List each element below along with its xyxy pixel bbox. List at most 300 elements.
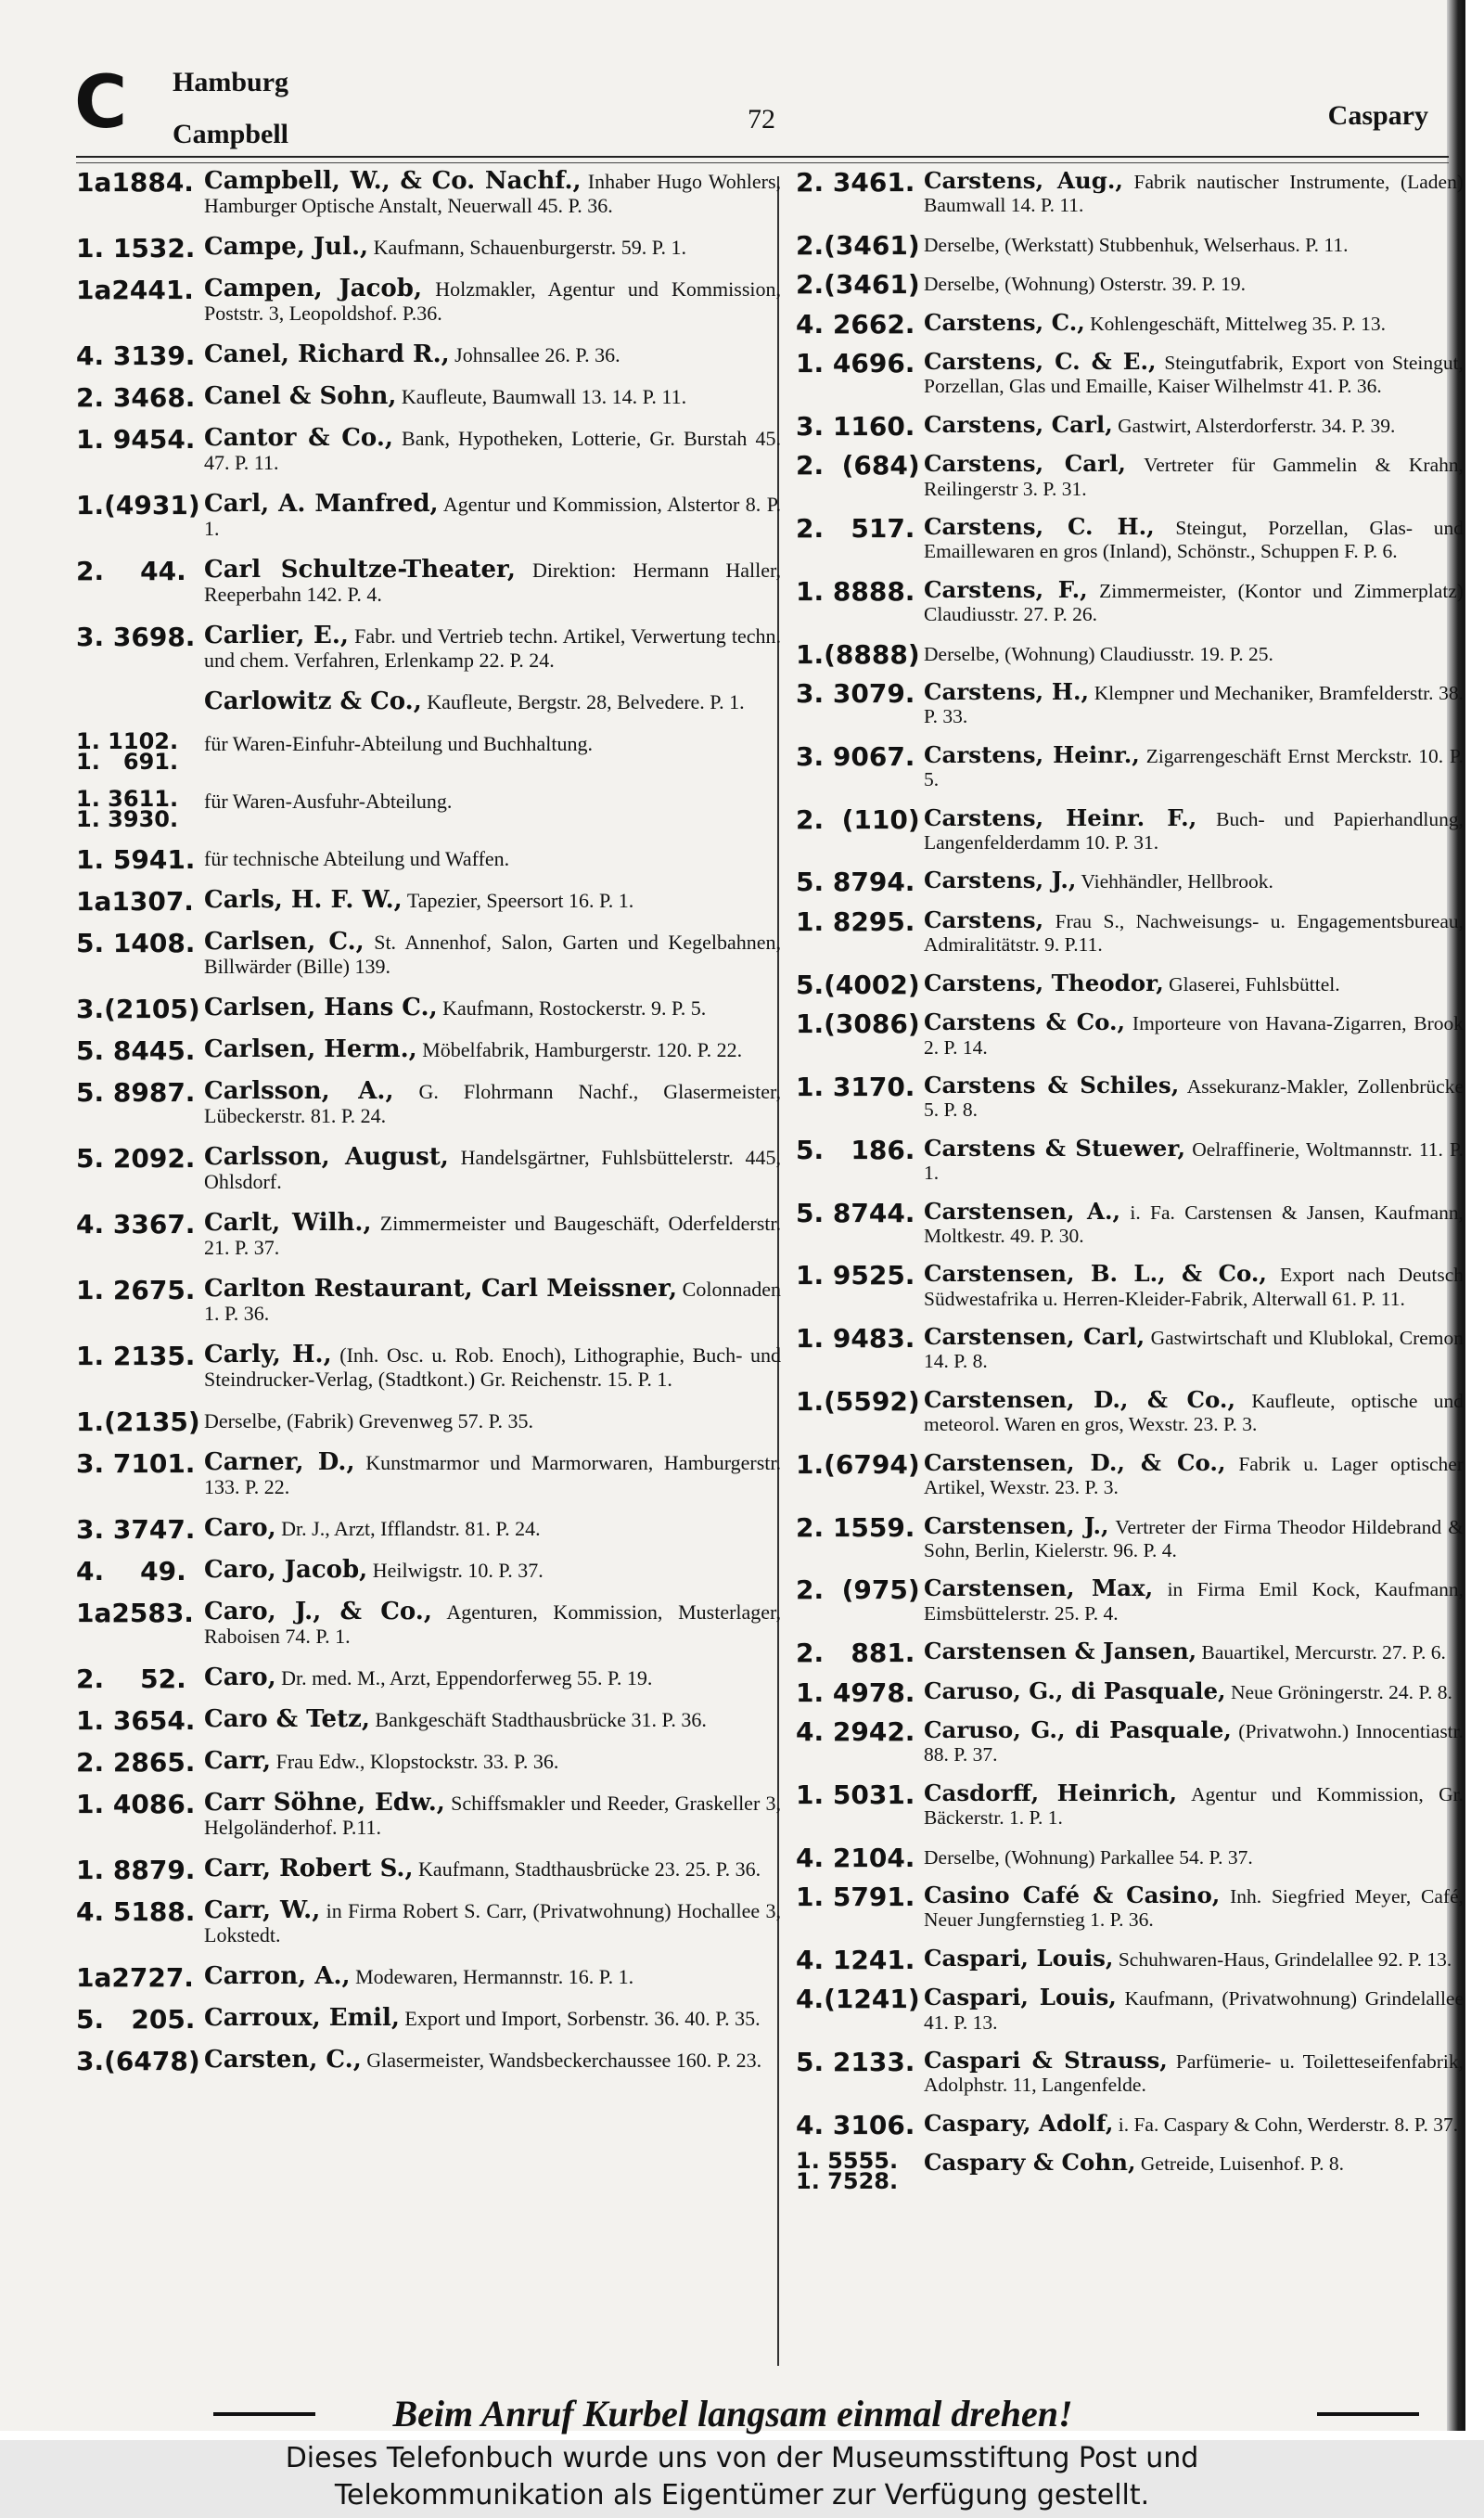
entry-name: Carstens, C. H.,: [924, 513, 1155, 541]
entry-text: [204, 2048, 781, 2073]
header-rule: [76, 156, 1449, 158]
phone-number: 1. 5555. 1. 7528.: [796, 2148, 899, 2195]
header-rule-thin: [76, 162, 1449, 163]
entry-text: [204, 623, 781, 673]
entry-details: Gastwirtschaft und Klublokal, Cremon 14. P. 8.: [924, 1327, 1464, 1373]
directory-entry: [796, 1134, 1465, 1186]
phone-number: 5. 186.: [796, 1134, 915, 1165]
entry-name: Carlsen, C.,: [204, 928, 365, 956]
directory-entry: [76, 492, 781, 541]
phone-number: 4. 1241.: [796, 1944, 915, 1975]
entry-name: Carron, A.,: [204, 1962, 351, 1990]
entry-details: Glaserei, Fuhlsbüttel.: [1169, 972, 1340, 996]
directory-entry: [76, 844, 781, 875]
entry-details: Kaufmann, (Privatwohnung) Grindelallee 41. P. 13.: [924, 1987, 1465, 2034]
entry-name: Carlowitz & Co.,: [204, 687, 422, 715]
entry-details: Derselbe, (Wohnung) Osterstr. 39. P. 19.: [924, 273, 1247, 296]
entry-text: [924, 2046, 1464, 2098]
entry-details: Agentur und Kommission, Alstertor 8. P. 1.: [204, 493, 781, 540]
phone-number: 4. 2942.: [796, 1715, 915, 1747]
phone-number: 1.(8888): [796, 638, 920, 670]
directory-entry: [796, 680, 1464, 729]
entry-text: [204, 1079, 781, 1128]
entry-details: i. Fa. Carstensen & Jansen, Kaufmann, Moltkestr. 49. P. 30.: [924, 1201, 1464, 1247]
entry-text: [924, 971, 1464, 996]
entry-name: Carlsson, A.,: [204, 1077, 394, 1105]
entry-text: [924, 2109, 1464, 2137]
directory-entry: [76, 623, 781, 673]
phone-number: 1a2727.: [76, 1962, 194, 1993]
entry-details: Gastwirt, Alsterdorferstr. 34. P. 39.: [1118, 414, 1396, 437]
entry-name: Carlton Restaurant, Carl Meissner,: [204, 1275, 677, 1303]
entry-details: Johnsallee 26. P. 36.: [454, 343, 620, 366]
phone-number: 3.(2105): [76, 994, 200, 1024]
entry-details: Möbelfabrik, Hamburgerstr. 120. P. 22.: [422, 1038, 743, 1061]
entry-details: Fabr. und Vertrieb techn. Artikel, Verwertung techn. und chem. Verfahren, Erlenkamp 22. P. 24.: [204, 624, 781, 672]
entry-text: [204, 1599, 781, 1649]
directory-entry: [796, 1073, 1464, 1123]
entry-name: Carstensen, D., & Co.,: [924, 1448, 1226, 1476]
directory-entry: [796, 350, 1464, 399]
phone-number: 1. 8879.: [76, 1855, 196, 1885]
entry-details: Fabrik nautischer Instrumente, (Laden) Baumwall 14. P. 11.: [924, 171, 1464, 217]
entry-text: [924, 680, 1464, 729]
phone-number: 4. 49.: [76, 1556, 186, 1587]
directory-entry: [76, 930, 781, 979]
directory-entry: [76, 233, 781, 263]
entry-text: [924, 908, 1464, 957]
entry-name: Carl, A. Manfred,: [204, 490, 439, 518]
entry-name: Cantor & Co.,: [204, 424, 393, 452]
entry-details: Kaufmann, Schauenburgerstr. 59. P. 1.: [373, 236, 687, 259]
directory-entry: [76, 169, 781, 218]
entry-name: Carr, Robert S.,: [204, 1855, 414, 1882]
entry-text: [924, 1134, 1465, 1186]
phone-number: 4. 3106.: [796, 2109, 915, 2140]
phone-number: 3. 3747.: [76, 1514, 196, 1545]
phone-number: 1. 9483.: [796, 1323, 915, 1355]
entry-text: [204, 1037, 781, 1062]
entry-details: Importeure von Havana-Zigarren, Brook 2. P. 14.: [924, 1012, 1465, 1059]
entry-name: Carstens, H.,: [924, 678, 1090, 706]
left-column: [76, 169, 781, 2089]
phone-number: 1. 2135.: [76, 1341, 196, 1371]
entry-text: [204, 1898, 781, 1947]
phone-number: 5. 1408.: [76, 928, 196, 958]
entry-name: Caspari, Louis,: [924, 1944, 1114, 1972]
entry-text: [204, 1856, 781, 1882]
entry-name: Carstensen, J.,: [924, 1511, 1109, 1539]
directory-entry: [796, 229, 1464, 261]
directory-entry: [76, 1791, 781, 1840]
entry-text: [204, 1450, 781, 1499]
entry-details: Derselbe, (Werkstatt) Stubbenhuk, Welserhaus. P. 11.: [924, 233, 1349, 256]
phone-number: 2. 44.: [76, 556, 186, 586]
entry-name: Carsten, C.,: [204, 2046, 362, 2074]
entry-text: [204, 888, 781, 913]
entry-text: [924, 1781, 1464, 1831]
entry-text: [924, 1010, 1464, 1060]
entry-details: Derselbe, (Fabrik) Grevenweg 57. P. 35.: [204, 1409, 533, 1432]
phone-number: 5.(4002): [796, 969, 920, 1000]
entry-text: [204, 789, 781, 829]
directory-entry: [796, 1842, 1464, 1873]
entry-text: [924, 1073, 1464, 1123]
entry-text: [924, 1511, 1464, 1563]
phone-number: 1. 4086.: [76, 1789, 196, 1819]
directory-entry: [76, 1664, 781, 1694]
entry-name: Carlier, E.,: [204, 622, 349, 649]
entry-name: Carlsen, Hans C.,: [204, 994, 438, 1021]
entry-name: Caro, J., & Co.,: [204, 1598, 432, 1625]
entry-details: Kohlengeschäft, Mittelweg 35. P. 13.: [1090, 312, 1387, 335]
entry-name: Carstens, C.,: [924, 308, 1085, 336]
directory-entry: [76, 1145, 781, 1194]
entry-details: (Privatwohn.) Innocentiastr. 88. P. 37.: [924, 1719, 1465, 1766]
phone-number: 3. 3079.: [796, 678, 915, 710]
entry-text: [204, 1145, 781, 1194]
directory-entry: [796, 410, 1464, 442]
entry-text: [204, 1277, 781, 1326]
entry-text: [204, 169, 781, 218]
entry-details: Vertreter der Firma Theodor Hildebrand & Sohn, Berlin, Kielerstr. 96. P. 4.: [924, 1515, 1464, 1561]
phone-number: 4. 2104.: [796, 1842, 915, 1873]
entry-name: Caspari, Louis,: [924, 1984, 1117, 2011]
entry-details: Tapezier, Speersort 16. P. 1.: [406, 889, 634, 912]
entry-text: [204, 1707, 781, 1732]
directory-entry: [76, 276, 781, 326]
directory-entry: [76, 728, 781, 775]
directory-entry: [796, 575, 1465, 627]
entry-text: [204, 492, 781, 541]
entry-details: Getreide, Luisenhof. P. 8.: [1140, 2152, 1345, 2176]
directory-entry: [76, 1514, 781, 1545]
directory-entry: [796, 908, 1464, 957]
directory-entry: [796, 1638, 1464, 1669]
directory-entry: [796, 1944, 1464, 1975]
directory-entry: [796, 1010, 1464, 1060]
phone-number: 5. 8794.: [796, 867, 915, 898]
entry-name: Canel & Sohn,: [204, 382, 397, 410]
entry-text: [204, 731, 781, 772]
entry-details: Derselbe, (Wohnung) Parkallee 54. P. 37.: [924, 1845, 1253, 1869]
entry-text: [924, 1985, 1464, 2035]
entry-details: Dr. med. M., Arzt, Eppendorferweg 55. P. 19.: [281, 1666, 653, 1689]
entry-details: Schuhwaren-Haus, Grindelallee 92. P. 13.: [1118, 1947, 1452, 1971]
directory-entry: [796, 1197, 1464, 1249]
entry-text: [924, 868, 1464, 893]
directory-entry: [76, 1035, 781, 1066]
phone-number: 1. 5031.: [796, 1779, 915, 1810]
directory-entry: [796, 867, 1464, 898]
phone-number: 4. 2662.: [796, 308, 915, 340]
entry-details: Bankgeschäft Stadthausbrücke 31. P. 36.: [375, 1708, 707, 1731]
directory-entry: [76, 1407, 781, 1437]
credit-banner: [0, 2440, 1484, 2518]
entry-name: Carly, H.,: [204, 1341, 332, 1368]
phone-number: 3.(6478): [76, 2046, 200, 2076]
entry-text: [924, 1576, 1464, 1625]
phone-number: 2. 881.: [796, 1638, 915, 1669]
phone-number: 1. 8888.: [796, 575, 915, 607]
phone-number: 1a1884.: [76, 167, 194, 198]
entry-text: [204, 342, 781, 367]
entry-text: [924, 410, 1464, 438]
entry-details: Assekuranz-Makler, Zollenbrücke 5. P. 8.: [924, 1074, 1464, 1122]
entry-details: Glasermeister, Wandsbeckerchaussee 160. P. 23.: [366, 2049, 762, 2072]
entry-text: [204, 1558, 781, 1583]
entry-details: Heilwigstr. 10. P. 37.: [372, 1559, 544, 1582]
directory-entry: [76, 1450, 781, 1499]
entry-name: Carstens, Aug.,: [924, 167, 1123, 194]
credit-line-2: Telekommunikation als Eigentümer zur Verfügung gestellt.: [334, 2479, 1150, 2512]
directory-entry: [76, 1705, 781, 1736]
footer-rule-right: [1317, 2412, 1419, 2416]
entry-name: Casdorff, Heinrich,: [924, 1779, 1177, 1806]
entry-text: [924, 1197, 1464, 1249]
entry-text: [924, 169, 1464, 218]
directory-entry: [796, 1576, 1464, 1625]
directory-entry: [76, 2046, 781, 2076]
entry-details: Klempner und Mechaniker, Bramfelderstr. 38. P. 33.: [924, 682, 1464, 728]
directory-entry: [76, 1898, 781, 1947]
entry-name: Carstens & Stuewer,: [924, 1134, 1186, 1162]
directory-entry: [76, 426, 781, 475]
entry-text: [204, 1964, 781, 1989]
phone-number: 1. 4978.: [796, 1677, 915, 1708]
entry-name: Caro,: [204, 1664, 276, 1691]
entry-details: in Firma Robert S. Carr, (Privatwohnung) Hochallee 3, Lokstedt.: [204, 1899, 782, 1946]
directory-entry: [796, 1677, 1464, 1708]
entry-text: [204, 846, 781, 871]
phone-number: 4. 3367.: [76, 1209, 196, 1240]
entry-details: (Inh. Osc. u. Rob. Enoch), Lithographie, Buch- und Steindrucker-Verlag, (Stadtkont.) Gr. Reichenstr. 15. P. 1.: [204, 1343, 782, 1391]
directory-entry: [76, 886, 781, 917]
phone-number: 5. 8987.: [76, 1077, 196, 1108]
page-number: 72: [748, 104, 775, 135]
phone-number: 3. 7101.: [76, 1448, 196, 1479]
phone-number: 3. 1160.: [796, 410, 915, 442]
entry-text: [204, 1408, 781, 1433]
entry-details: in Firma Emil Kock, Kaufmann, Eimsbüttelerstr. 25. P. 4.: [924, 1578, 1464, 1625]
entry-name: Canel, Richard R.,: [204, 340, 450, 368]
directory-entry: [76, 1599, 781, 1649]
right-column: [796, 169, 1464, 2205]
entry-text: [204, 1211, 781, 1260]
entry-name: Carr,: [204, 1747, 272, 1775]
entry-details: Kaufmann, Rostockerstr. 9. P. 5.: [442, 996, 707, 1020]
entry-details: Zimmermeister, (Kontor und Zimmerplatz) Claudiusstr. 27. P. 26.: [924, 579, 1465, 626]
directory-entry: [76, 1855, 781, 1885]
entry-text: [204, 996, 781, 1021]
entry-details: Steingut, Porzellan, Glas- und Emaillewaren en gros (Inland), Schönstr., Schuppen F. P. 6.: [924, 517, 1465, 563]
entry-details: Holzmakler, Agentur und Kommission, Poststr. 3, Leopoldshof. P.36.: [204, 277, 781, 325]
entry-name: Caspary & Cohn,: [924, 2149, 1136, 2177]
entry-details: Steingutfabrik, Export von Steingut, Porzellan, Glas und Emaille, Kaiser Wilhelmstr 41. P. 36.: [924, 352, 1465, 398]
entry-name: Carstens & Schiles,: [924, 1071, 1180, 1098]
entry-text: [204, 1749, 781, 1774]
entry-name: Carstensen, B. L., & Co.,: [924, 1260, 1267, 1288]
entry-name: Caro,: [204, 1514, 276, 1542]
phone-number: 1. 9454.: [76, 424, 196, 455]
entry-name: Campe, Jul.,: [204, 233, 369, 261]
entry-name: Carstens, Theodor,: [924, 969, 1164, 996]
entry-text: [924, 575, 1465, 627]
phone-number: 2. 517.: [796, 513, 915, 545]
entry-name: Carstensen, A.,: [924, 1197, 1121, 1225]
phone-number: 1.(4931): [76, 490, 200, 520]
phone-number: 4.(1241): [796, 1984, 920, 2015]
phone-number: 2. 1559.: [796, 1511, 915, 1543]
entry-name: Campbell, W., & Co. Nachf.,: [204, 167, 582, 195]
directory-entry: [796, 1781, 1464, 1831]
directory-entry: [76, 382, 781, 413]
entry-text: [204, 1516, 781, 1541]
entry-details: i. Fa. Caspary & Cohn, Werderstr. 8. P. 37.: [1118, 2113, 1459, 2136]
phone-number: 1.(5592): [796, 1385, 920, 1417]
header-city: Hamburg: [173, 67, 289, 97]
entry-name: Carstens, Heinr.,: [924, 740, 1140, 768]
entry-name: Carl Schultze-Theater,: [204, 556, 516, 584]
entry-details: Export und Import, Sorbenstr. 36. 40. P. 35.: [404, 2007, 761, 2030]
entry-details: Viehhändler, Hellbrook.: [1081, 870, 1273, 893]
entry-name: Carstensen, D., & Co.,: [924, 1385, 1235, 1413]
entry-details: Modewaren, Hermannstr. 16. P. 1.: [355, 1965, 634, 1988]
phone-number: 1.(2135): [76, 1407, 200, 1437]
entry-text: [924, 803, 1464, 855]
entry-text: [924, 1679, 1464, 1704]
entry-text: [204, 1343, 781, 1392]
entry-details: Derselbe, (Wohnung) Claudiusstr. 19. P. 25.: [924, 642, 1273, 665]
directory-entry: [76, 1962, 781, 1993]
entry-details: Agentur und Kommission, Gr. Bäckerstr. 1. P. 1.: [924, 1782, 1464, 1830]
entry-text: [924, 2151, 1464, 2191]
entry-name: Carstens,: [924, 906, 1044, 933]
phone-number: 5. 2133.: [796, 2046, 915, 2077]
phone-number: 1. 4696.: [796, 348, 915, 379]
entry-text: [924, 740, 1465, 792]
phone-number: 2. 3468.: [76, 382, 196, 413]
phone-number: 1. 1532.: [76, 233, 196, 263]
phone-number: 4. 5188.: [76, 1896, 196, 1927]
entry-text: [924, 1385, 1464, 1437]
phone-number: 2.(3461): [796, 229, 920, 261]
phone-number: 1. 9525.: [796, 1260, 915, 1291]
entry-text: [924, 1844, 1464, 1869]
entry-name: Caruso, G., di Pasquale,: [924, 1677, 1226, 1704]
directory-entry: [76, 2004, 781, 2035]
entry-details: Vertreter für Gammelin & Krahn, Reilingerstr 3. P. 31.: [924, 454, 1464, 500]
directory-entry: [796, 1715, 1465, 1767]
entry-name: Carstens & Co.,: [924, 1008, 1126, 1036]
entry-details: Neue Gröningerstr. 24. P. 8.: [1230, 1680, 1452, 1703]
entry-details: Inh. Siegfried Meyer, Café, Neuer Jungfernstieg 1. P. 36.: [924, 1884, 1464, 1932]
entry-name: Caro & Tetz,: [204, 1705, 370, 1733]
directory-entry: [796, 2148, 1464, 2195]
entry-name: Carlsen, Herm.,: [204, 1035, 417, 1063]
entry-name: Caruso, G., di Pasquale,: [924, 1715, 1232, 1743]
phone-number: 4. 3139.: [76, 340, 196, 371]
entry-details: Handelsgärtner, Fuhlsbüttelerstr. 445, Ohlsdorf.: [204, 1146, 781, 1193]
phone-number: 2. 52.: [76, 1664, 186, 1694]
phone-number: 2. (110): [796, 803, 920, 835]
directory-entry: [796, 740, 1465, 792]
entry-text: [204, 384, 781, 409]
entry-details: für Waren-Einfuhr-Abteilung und Buchhaltung.: [204, 732, 593, 755]
phone-number: 1. 8295.: [796, 906, 915, 937]
entry-details: St. Annenhof, Salon, Garten und Kegelbahnen, Billwärder (Bille) 139.: [204, 931, 781, 978]
entry-name: Carr Söhne, Edw.,: [204, 1789, 445, 1817]
entry-name: Carstens, J.,: [924, 867, 1077, 894]
entry-text: [204, 1791, 781, 1840]
entry-details: Bank, Hypotheken, Lotterie, Gr. Burstah 45. 47. P. 11.: [204, 427, 781, 474]
entry-name: Carlsson, August,: [204, 1143, 449, 1171]
directory-entry: [796, 1985, 1464, 2035]
entry-details: Export nach Deutsch Südwestafrika u. Herren-Kleider-Fabrik, Alterwall 61. P. 11.: [924, 1264, 1465, 1310]
entry-name: Carroux, Emil,: [204, 2004, 400, 2032]
entry-details: Colonnaden 1. P. 36.: [204, 1278, 781, 1325]
entry-name: Carls, H. F. W.,: [204, 886, 403, 914]
entry-details: Agenturen, Kommission, Musterlager, Raboisen 74. P. 1.: [204, 1600, 781, 1648]
entry-details: Parfümerie- u. Toiletteseifenfabrik, Adolphstr. 11, Langenfelde.: [924, 2049, 1464, 2097]
entry-details: Dr. J., Arzt, Ifflandstr. 81. P. 24.: [281, 1517, 541, 1540]
entry-name: Carstens, F.,: [924, 575, 1088, 603]
directory-entry: [796, 638, 1464, 670]
directory-entry: [796, 2109, 1464, 2140]
phone-number: 2. 3461.: [796, 167, 915, 198]
directory-entry: [76, 1079, 781, 1128]
entry-text: [924, 1883, 1464, 1933]
directory-entry: [76, 1747, 781, 1778]
entry-text: [924, 1325, 1464, 1374]
entry-text: [924, 350, 1464, 399]
entry-name: Caro, Jacob,: [204, 1556, 368, 1584]
directory-entry: [796, 1448, 1464, 1500]
entry-details: Bauartikel, Mercurstr. 27. P. 6.: [1201, 1641, 1446, 1664]
entry-details: Frau S., Nachweisungs- u. Engagementsbureau, Admiralitätstr. 9. P.11.: [924, 909, 1464, 957]
entry-details: für Waren-Ausfuhr-Abteilung.: [204, 790, 453, 813]
section-letter: C: [74, 61, 128, 145]
entry-details: Buch- und Papierhandlung, Langenfelderdamm 10. P. 31.: [924, 807, 1464, 854]
directory-entry: [796, 2046, 1464, 2098]
phone-number: 1. 1102. 1. 691.: [76, 728, 179, 775]
entry-name: Caspari & Strauss,: [924, 2046, 1168, 2074]
directory-entry: [76, 340, 781, 371]
phone-number: 5. 8744.: [796, 1197, 915, 1228]
entry-name: Campen, Jacob,: [204, 275, 423, 302]
entry-text: [924, 271, 1464, 296]
phone-number: 1. 3170.: [796, 1071, 915, 1102]
phone-number: 1a2583.: [76, 1598, 194, 1628]
entry-details: Kunstmarmor und Marmorwaren, Hamburgerstr. 133. P. 22.: [204, 1451, 781, 1498]
directory-entry: [796, 1511, 1464, 1563]
directory-entry: [796, 1385, 1464, 1437]
entry-details: Zigarrengeschäft Ernst Merckstr. 10. P. 5.: [924, 744, 1465, 791]
entry-name: Carstensen & Jansen,: [924, 1638, 1197, 1665]
entry-text: [924, 1262, 1464, 1311]
entry-name: Carstens, Heinr. F.,: [924, 803, 1197, 831]
entry-name: Carr, W.,: [204, 1896, 321, 1924]
entry-name: Caspary, Adolf,: [924, 2109, 1114, 2137]
directory-entry: [76, 1211, 781, 1260]
directory-entry: [796, 1325, 1464, 1374]
phone-number: 2.(3461): [796, 269, 920, 301]
directory-entry: [76, 1277, 781, 1326]
entry-text: [924, 232, 1464, 257]
entry-details: Direktion: Hermann Haller, Reeperbahn 142. P. 4.: [204, 559, 781, 606]
phone-number: 2. (975): [796, 1574, 920, 1606]
entry-details: G. Flohrmann Nachf., Glasermeister, Lübeckerstr. 81. P. 24.: [204, 1080, 781, 1127]
